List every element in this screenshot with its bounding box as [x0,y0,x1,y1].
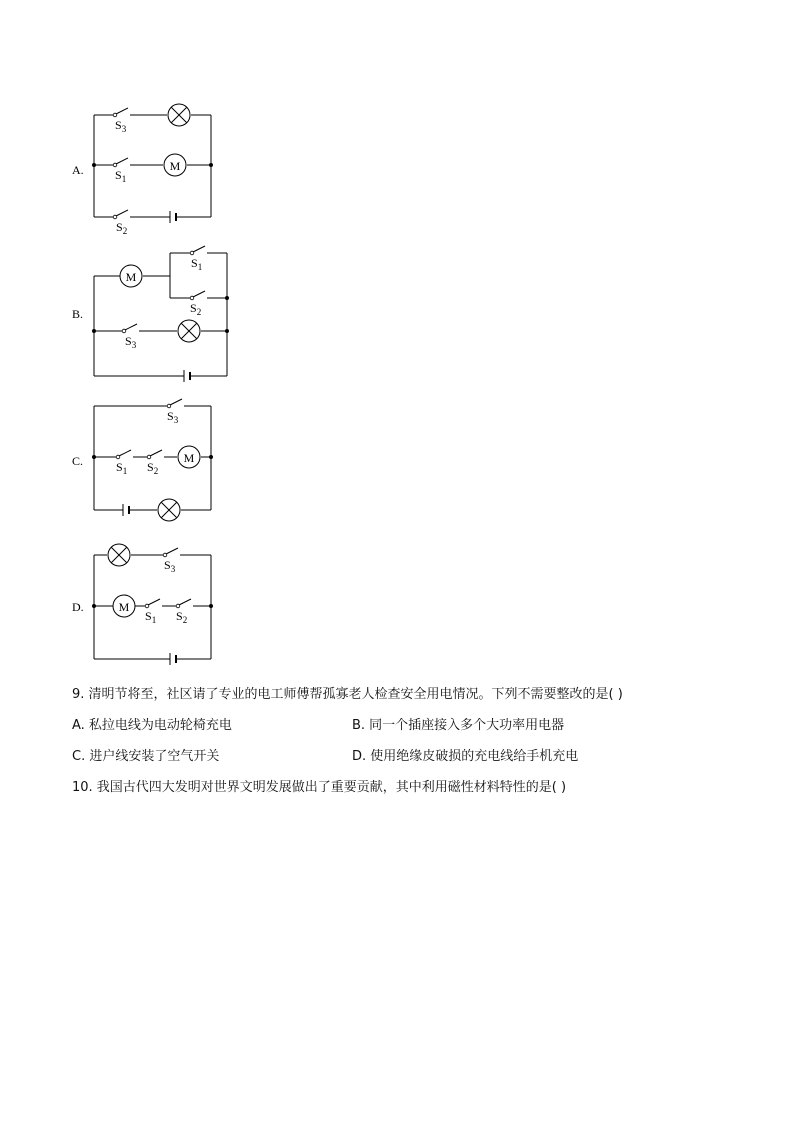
option-d-label: D. [72,600,84,614]
svg-text:M: M [118,600,130,614]
question-9-option-c: C. 进户线安装了空气开关 [72,749,220,764]
switch-s2-label: $S_2$ [190,301,202,317]
motor-icon [113,595,135,617]
switch-s3-label: $S_3$ [115,118,127,134]
circuit-a [60,98,230,238]
switch-s3-label: $S_3$ [164,558,176,574]
switch-s3-label: $S_3$ [125,334,137,350]
switch-s2-label: $S_2$ [116,220,128,236]
svg-text:M: M [183,451,195,465]
motor-icon [164,154,186,176]
circuit-d [60,540,230,670]
lamp-icon [178,320,200,342]
switch-s2-label: $S_2$ [147,460,159,476]
lamp-icon [168,104,190,126]
svg-text:M: M [169,159,181,173]
question-10-stem: 10. 我国古代四大发明对世界文明发展做出了重要贡献，其中利用磁性材料特性的是( ) [72,780,567,795]
question-9-option-a: A. 私拉电线为电动轮椅充电 [72,718,232,733]
motor-icon [120,265,142,287]
switch-s1-label: $S_1$ [191,256,203,272]
question-9-option-d: D. 使用绝缘皮破损的充电线给手机充电 [352,749,579,764]
circuit-b [60,245,240,385]
battery-icon [123,504,129,516]
switch-s1-label: $S_1$ [115,168,127,184]
battery-icon [170,211,176,223]
question-9-option-b: B. 同一个插座接入多个大功率用电器 [352,718,565,733]
switch-s1-label: $S_1$ [145,609,157,625]
circuit-c [60,395,230,525]
lamp-icon [158,499,180,521]
switch-s1-label: $S_1$ [116,460,128,476]
battery-icon [184,370,190,382]
lamp-icon [108,544,130,566]
option-c-label: C. [72,454,84,468]
question-9-stem: 9. 清明节将至，社区请了专业的电工师傅帮孤寡老人检查安全用电情况。下列不需要整改的是( ) [72,687,623,702]
switch-s2-label: $S_2$ [176,609,188,625]
option-b-label: B. [72,307,84,321]
svg-text:M: M [125,270,137,284]
option-a-label: A. [72,163,84,177]
switch-s3-label: $S_3$ [167,409,179,425]
motor-icon [178,446,200,468]
battery-icon [170,653,176,665]
